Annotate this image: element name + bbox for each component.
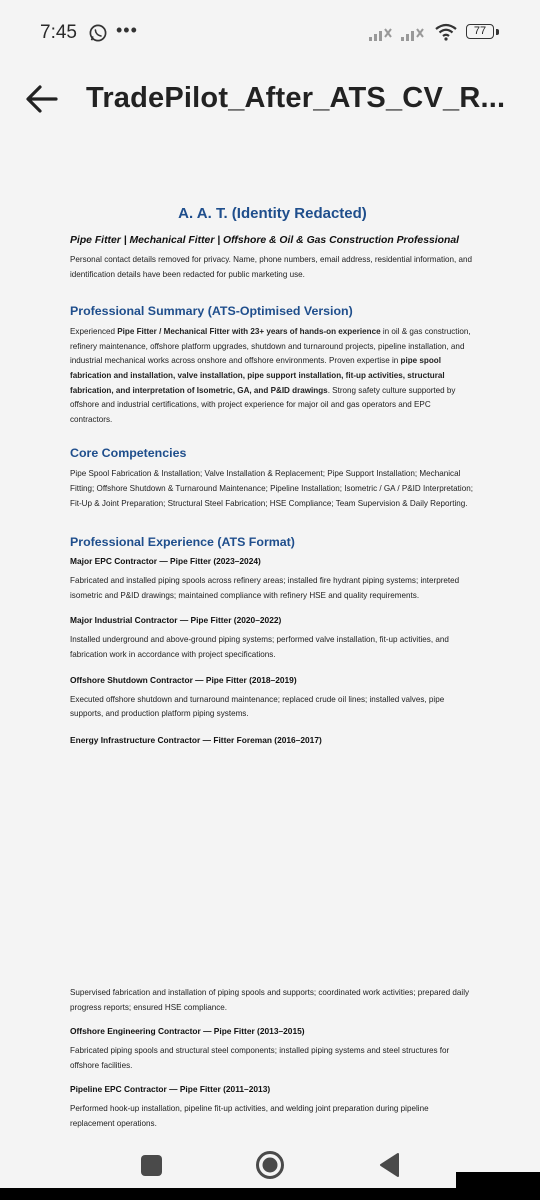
wifi-icon — [434, 22, 458, 42]
job-description: Performed hook-up installation, pipeline fit-up activities, and welding joint preparation during pipeline replacement operations. — [70, 1104, 429, 1128]
status-time: 7:45 — [40, 22, 77, 43]
competencies-text: Pipe Spool Fabrication & Installation; Valve Installation & Replacement; Pipe Support Installation; Mechanical Fitting; Offshore Shutdown & Turnaround Maintenance; Pipeline Installation; Isometric / GA / P&ID Interpretation; Fit-Up & Joint Preparation; Structural Steel Fabrication; HSE Compliance; Team Supervision & Daily Reporting. — [70, 469, 473, 508]
job-description: Executed offshore shutdown and turnaround maintenance; replaced crude oil lines; installed valves, pipe supports, and production platform piping systems. — [70, 694, 445, 719]
document-page — [70, 205, 475, 753]
app-bar — [0, 70, 540, 130]
job-description: Installed underground and above-ground piping systems; performed valve installation, fit-up activities, and fabrication work in accordance with project specifications. — [70, 635, 449, 659]
job-description: Fabricated piping spools and structural steel components; installed piping systems and steel structures for offshore facilities. — [70, 1046, 450, 1070]
whatsapp-icon — [88, 23, 108, 43]
job-description: Fabricated and installed piping spools across refinery areas; installed fire hydrant piping systems; interpreted isometric and P&ID drawings; maintained compliance with refinery HSE and quality requirements. — [70, 576, 460, 600]
job-title: Energy Infrastructure Contractor — Fitter Foreman (2016–2017) — [70, 734, 322, 745]
battery-level: 77 — [473, 25, 487, 37]
document-title: TradePilot_After_ATS_CV_R... — [86, 82, 506, 114]
summary-text: Experienced Pipe Fitter / Mechanical Fitter with 23+ years of hands-on experience in oil & gas construction, refinery maintenance, offshore platform upgrades, shutdown and turnaround projects, pipeline installation, and industrial mechanical works across onshore and offshore environments. Proven expertise in pipe spool fabrication and installation, valve installation, pipe support installation, fit-up activities, structural fabrication, and interpretation of Isometric, GA, and P&ID drawings. Strong safety culture supported by offshore and industrial certifications, with project experience for major oil and gas operators and EPC contractors. — [70, 327, 471, 424]
experience-heading: Professional Experience (ATS Format) — [70, 535, 295, 550]
document-page-continued — [70, 986, 475, 1134]
bottom-strip — [0, 1188, 540, 1200]
job-title: Major Industrial Contractor — Pipe Fitter (2020–2022) — [70, 615, 282, 626]
battery-icon — [466, 24, 494, 39]
job-title: Offshore Engineering Contractor — Pipe Fitter (2013–2015) — [70, 1026, 305, 1037]
job-description: Supervised fabrication and installation of piping spools and supports; coordinated work activities; prepared daily progress reports; ensured HSE compliance. — [70, 988, 470, 1012]
back-triangle-icon[interactable] — [378, 1152, 400, 1178]
candidate-name: A. A. T. (Identity Redacted) — [178, 205, 367, 222]
job-title: Major EPC Contractor — Pipe Fitter (2023–2024) — [70, 556, 261, 567]
status-bar — [0, 0, 540, 62]
arrow-left-icon[interactable] — [22, 82, 62, 116]
privacy-note: Personal contact details removed for privacy. Name, phone numbers, email address, residential information, and identification details have been redacted for public marketing use. — [70, 255, 473, 279]
job-title: Pipeline EPC Contractor — Pipe Fitter (2011–2013) — [70, 1084, 271, 1095]
recents-square-icon[interactable] — [141, 1155, 162, 1176]
home-circle-icon[interactable] — [255, 1150, 285, 1180]
signal-icon — [368, 26, 394, 42]
signal-icon — [400, 26, 426, 42]
battery-tip — [496, 29, 499, 35]
summary-heading: Professional Summary (ATS-Optimised Version) — [70, 304, 353, 319]
job-title: Offshore Shutdown Contractor — Pipe Fitter (2018–2019) — [70, 674, 297, 685]
candidate-subtitle: Pipe Fitter | Mechanical Fitter | Offshore & Oil & Gas Construction Professional — [70, 235, 459, 246]
more-icon: ••• — [116, 20, 138, 40]
competencies-heading: Core Competencies — [70, 446, 187, 461]
